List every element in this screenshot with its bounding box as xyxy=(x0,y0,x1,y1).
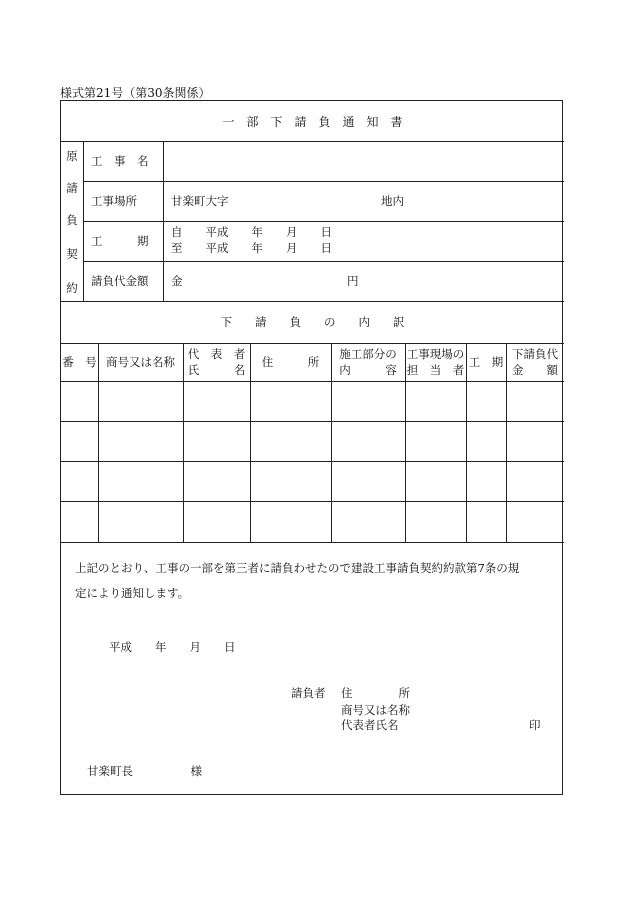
contract-amount-value[interactable]: 金 xyxy=(171,274,183,288)
subcontract-title: 下 請 負 の 内 訳 xyxy=(220,315,405,329)
contractor-address-label: 住 所 xyxy=(341,686,410,700)
table-row[interactable] xyxy=(61,461,564,501)
addressee: 甘楽町長 様 xyxy=(87,764,202,778)
header-site-manager: 工事現場の xyxy=(406,347,465,361)
header-number: 番 号 xyxy=(62,355,97,369)
project-location-suffix: 地内 xyxy=(381,194,404,208)
contract-amount-label: 請負代金額 xyxy=(91,274,149,288)
header-amount: 下請負代 xyxy=(512,347,558,361)
construction-period-label: 工 期 xyxy=(91,234,149,248)
table-row[interactable] xyxy=(61,501,564,542)
project-location-value[interactable]: 甘楽町大字 xyxy=(171,194,229,208)
header-company: 商号又は名称 xyxy=(106,355,175,369)
header-address: 住 所 xyxy=(261,355,320,369)
notice-date[interactable]: 平成 年 月 日 xyxy=(109,640,236,654)
contractor-rep-label: 代表者氏名 xyxy=(341,718,399,732)
form-title: 一 部 下 請 負 通 知 書 xyxy=(222,115,403,129)
header-work-part: 施工部分の xyxy=(339,347,397,361)
header-period: 工 期 xyxy=(468,355,504,369)
project-name-label: 工 事 名 xyxy=(91,154,149,168)
notice-text-line2: 定により通知します。 xyxy=(75,586,190,600)
form-id: 様式第21号（第30条関係） xyxy=(60,86,211,100)
period-end[interactable]: 至 平成 年 月 日 xyxy=(171,241,332,255)
notice-text-line1: 上記のとおり、工事の一部を第三者に請負わせたので建設工事請負契約約款第7条の規 xyxy=(75,561,520,575)
contract-amount-suffix: 円 xyxy=(347,274,359,288)
contractor-company-label: 商号又は名称 xyxy=(341,703,410,717)
seal-mark: 印 xyxy=(529,718,541,732)
header-representative: 代 表 者 xyxy=(187,347,246,361)
project-location-label: 工事場所 xyxy=(91,194,137,208)
contractor-label: 請負者 xyxy=(291,686,326,700)
table-row[interactable] xyxy=(61,381,564,421)
table-row[interactable] xyxy=(61,421,564,461)
period-start[interactable]: 自 平成 年 月 日 xyxy=(171,225,332,239)
notification-form: 一 部 下 請 負 通 知 書 原 請 負 契 約 工 事 名 工事場所 甘楽町大字 地内 工 期 自 平成 年 月 日 至 平成 年 月 日 請負代金額 金 円 下 請 負 の 内 訳 番 号 商号又は名称 代 表 者 氏 名 住 所 施工部分の 内 容 工事現場の 担 当 者 工 期 下請負代 金 額 上記のとおり、工事の一部を第三者に請負わせたので建設工事請負契約約款第7条の規 定により通知します。 平成 年 月 日 請負者 住 所 商号又は名称 代表者氏名 印 甘楽町長 様 xyxy=(60,100,563,795)
